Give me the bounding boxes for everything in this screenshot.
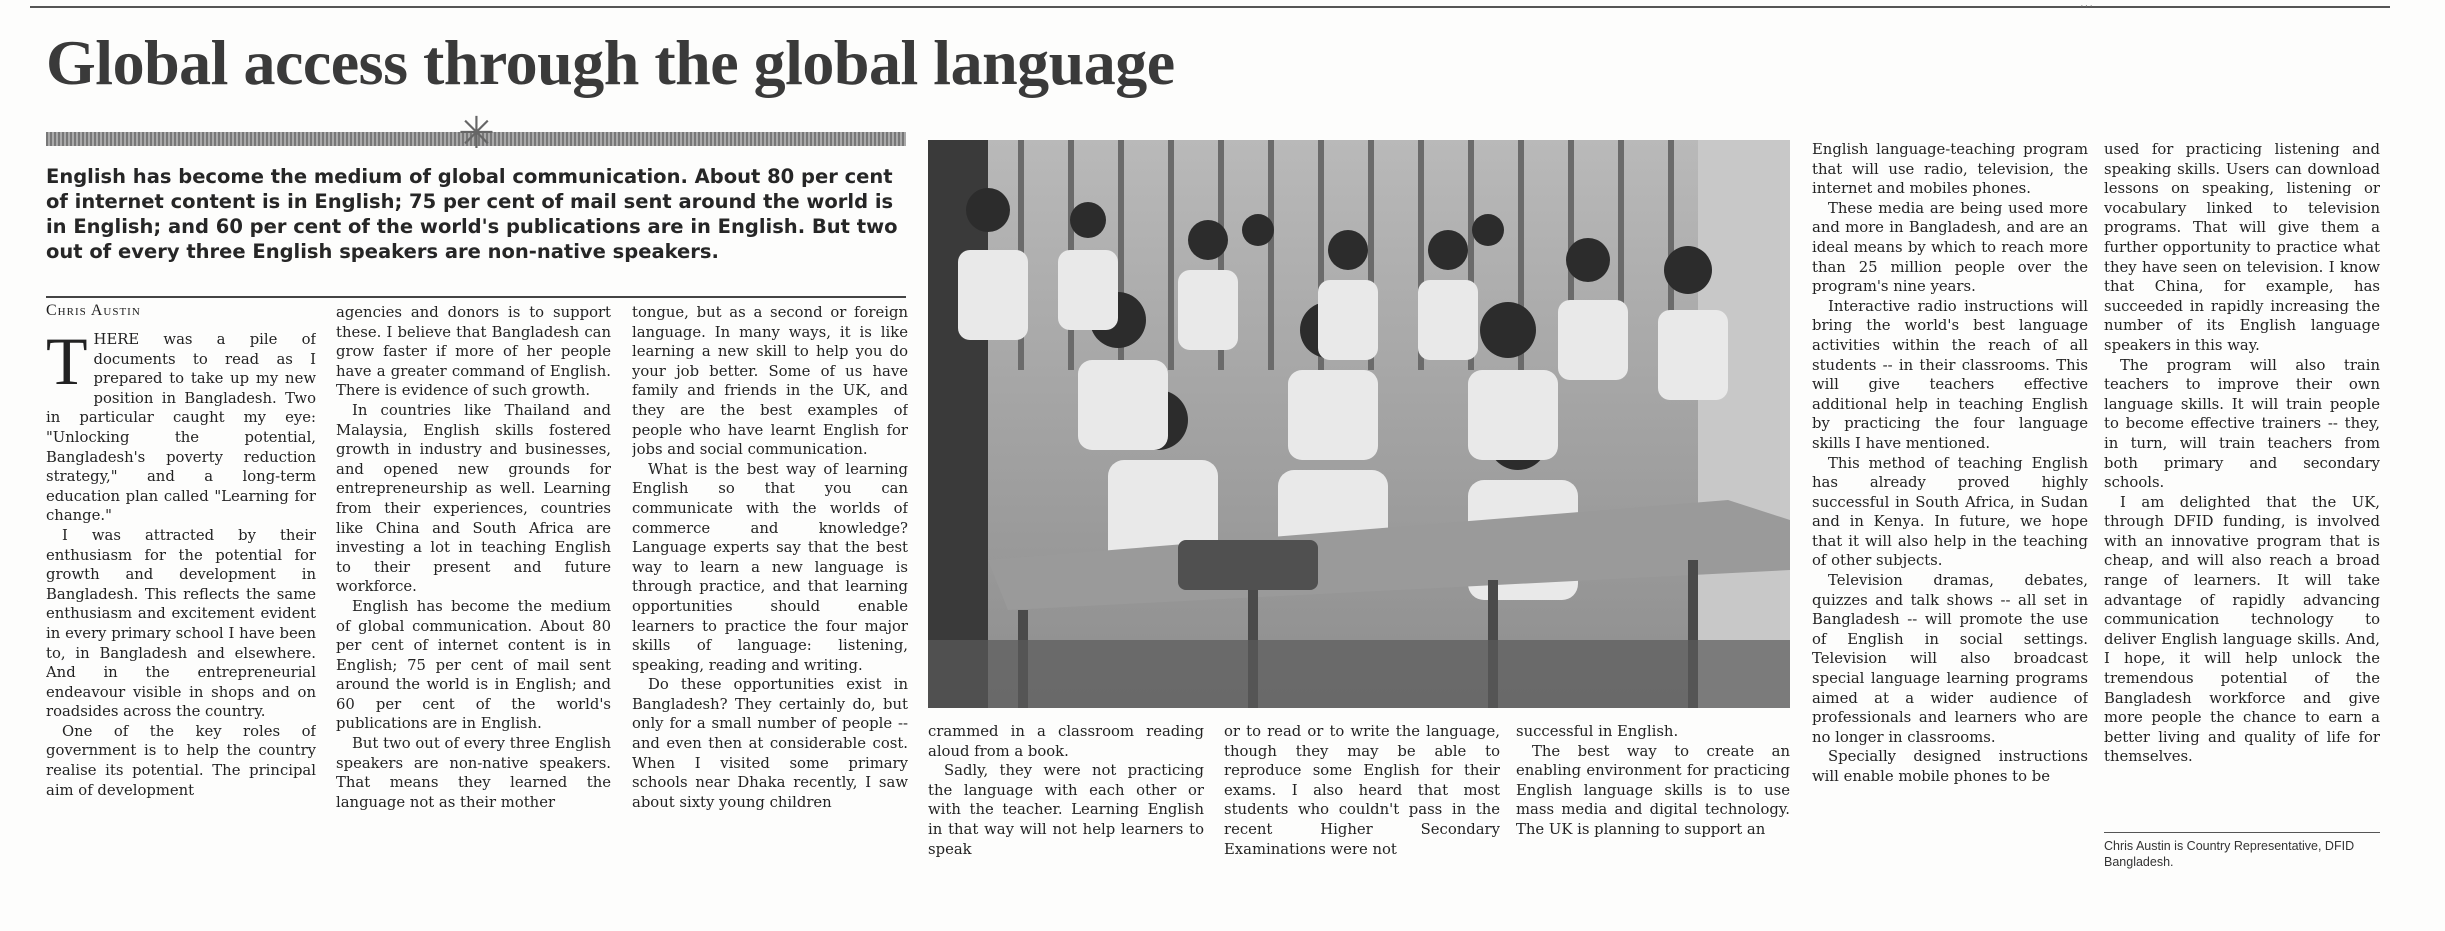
paragraph: One of the key roles of government is to help the country realise its potential. The principal aim of development [46, 722, 316, 799]
paragraph: This method of teaching English has already proved highly successful in South Africa, in Sudan and in Kenya. In future, we hope that it will also help in the teaching of other subjects. [1812, 454, 2088, 570]
byline: Chris Austin [46, 302, 141, 319]
paragraph: tongue, but as a second or foreign language. In many ways, it is like learning a new skill to help you do your job better. Some of us have family and friends in the UK, and they are the best examples of people who have learnt English for jobs and social communication. [632, 304, 908, 459]
paragraph: Interactive radio instructions will bring the world's best language activities within the reach of all students -- in their classrooms. This will give teachers effective additional help in teaching English by practicing the four language skills I have mentioned. [1812, 297, 2088, 452]
paragraph: or to read or to write the language, though they may be able to reproduce some English for their exams. I also heard that most students who couldn't pass in the recent Higher Secondary Examinations were not [1224, 723, 1500, 858]
paragraph: But two out of every three English speakers are non-native speakers. That means they learned the language not as their mother [336, 735, 611, 811]
paragraph: In countries like Thailand and Malaysia, English skills fostered growth in industry and businesses, and opened new grounds for entrepreneurship as well. Learning from their experiences, countries like China and South Africa are investing a lot in teaching English to their present and future workforce. [336, 401, 611, 596]
paragraph: What is the best way of learning English so that you can communicate with the worlds of commerce and knowledge? Language experts say that the best way to learn a new language is through practice, and that learning opportunities should enable learners to practice the four major skills of language: listening, speaking, reading and writing. [632, 460, 908, 674]
starburst-icon: ✳ [458, 108, 495, 159]
column-6 [1516, 722, 1790, 862]
paragraph: agencies and donors is to support these. I believe that Bangladesh can grow faster if more of her people have a greater command of English. There is evidence of such growth. [336, 304, 611, 400]
drop-cap: T [46, 330, 88, 399]
paragraph: English has become the medium of global communication. About 80 per cent of internet content is in English; 75 per cent of mail sent around the world is in English; and 60 per cent of the world's publications are in English. [336, 597, 611, 733]
credit-rule [2104, 832, 2380, 833]
classroom-photo [928, 140, 1790, 708]
standfirst-rule [46, 296, 906, 298]
paragraph: These media are being used more and more in Bangladesh, and are an ideal means by which to reach more than 25 million people over the program's nine years. [1812, 199, 2088, 296]
paragraph: Do these opportunities exist in Bangladesh? They certainly do, but only for a small number of people -- and even then at considerable cost. When I visited some primary schools near Dhaka recently, I saw about sixty young children [632, 676, 908, 811]
paragraph: The best way to create an enabling environment for practicing English language skills is to use mass media and digital technology. The UK is planning to support an [1516, 742, 1790, 838]
standfirst: English has become the medium of global communication. About 80 per cent of internet content is in English; 75 per cent of mail sent around the world is in English; and 60 per cent of the world's publications are in English. But two out of every three English speakers are non-native speakers. [46, 165, 898, 263]
column-4 [928, 722, 1204, 862]
paragraph: English language-teaching program that will use radio, television, the internet and mobiles phones. [1812, 141, 2088, 198]
paragraph: I am delighted that the UK, through DFID funding, is involved with an innovative program that is cheap, and will also reach a broad range of learners. It will take advantage of rapidly advancing communication technology to deliver English language skills. And, I hope, it will help unlock the tremendous potential of the Bangladesh workforce and give more people the chance to earn a better living and quality of life for themselves. [2104, 493, 2380, 766]
author-credit: Chris Austin is Country Representative, DFID Bangladesh. [2104, 839, 2355, 869]
column-8 [2104, 140, 2380, 826]
paragraph: The program will also train teachers to improve their own language skills. It will train people to become effective trainers -- they, in turn, will train teachers from both primary and secondary schools. [2104, 356, 2380, 492]
column-5 [1224, 722, 1500, 862]
paragraph: crammed in a classroom reading aloud from a book. [928, 723, 1204, 760]
paragraph: successful in English. [1516, 723, 1679, 740]
paragraph: HERE was a pile of documents to read as I prepared to take up my new position in Bangladesh. Two in particular caught my eye: "Unlocking the potential, Bangladesh's poverty reduction strategy," and a long-term education plan called "Learning for change." [46, 331, 316, 525]
column-7 [1812, 140, 2088, 862]
top-rule [30, 6, 2390, 8]
paragraph: I was attracted by their enthusiasm for the potential for growth and development in Bangladesh. This reflects the same enthusiasm and excitement evident in every primary school I have been to, in Bangladesh and elsewhere. And in the entrepreneurial endeavour visible in shops and on roadsides across the country. [46, 526, 316, 721]
top-page-marks: ··· [2080, 0, 2094, 12]
column-2 [336, 303, 611, 863]
paragraph: Sadly, they were not practicing the language with each other or with the teacher. Learning English in that way will not help learners to speak [928, 762, 1204, 858]
column-1 [46, 330, 316, 860]
paragraph: used for practicing listening and speaking skills. Users can download lessons on speaking, listening or vocabulary linked to television programs. That will give them a further opportunity to practice what they have seen on television. I know that China, for example, has succeeded in rapidly increasing the number of its English language speakers in this way. [2104, 141, 2380, 354]
column-3 [632, 303, 908, 863]
paragraph: Specially designed instructions will enable mobile phones to be [1812, 748, 2088, 785]
headline: Global access through the global language [46, 27, 1175, 98]
paragraph: Television dramas, debates, quizzes and talk shows -- all set in Bangladesh -- will promote the use of English in social settings. Television will also broadcast special language learning programs aimed at a wider audience of professionals and learners who are no longer in classrooms. [1812, 572, 2088, 746]
classroom-photo-drawing [928, 140, 1790, 708]
